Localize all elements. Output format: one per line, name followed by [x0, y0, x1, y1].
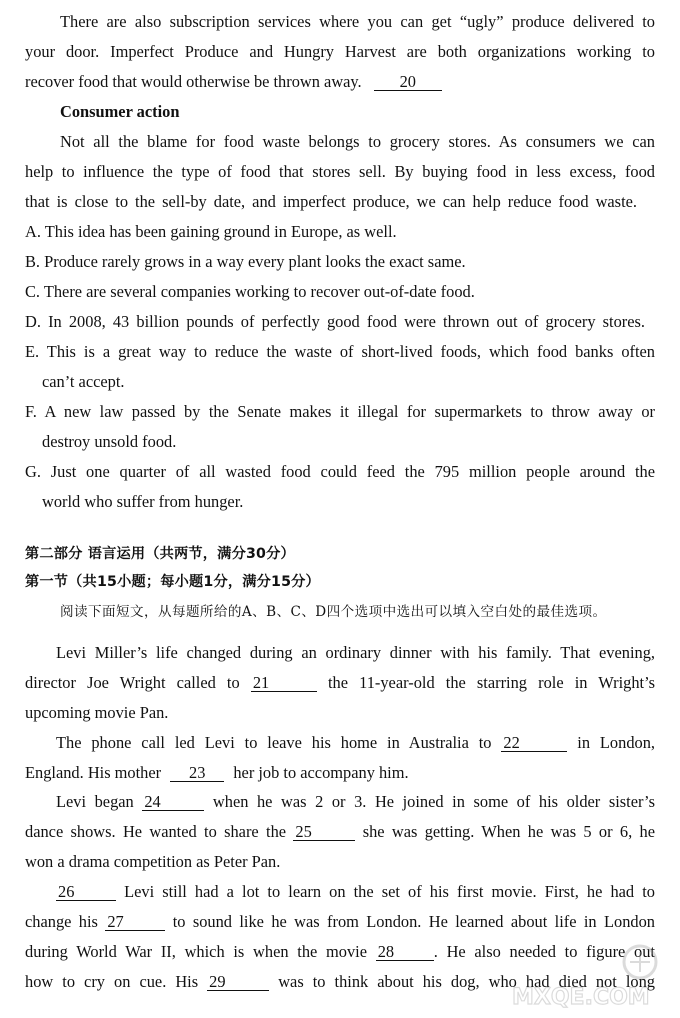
blank-25[interactable]: 25	[293, 824, 355, 841]
passage-p3-line3: won a drama competition as Peter Pan.	[25, 852, 281, 871]
para2-line3: that is close to the sell-by date, and imperfect produce, we can help reduce food waste.	[25, 192, 637, 211]
option-g-line2: world who suffer from hunger.	[42, 492, 244, 511]
passage-p4-line3	[25, 942, 655, 962]
passage-p3-line1	[56, 792, 655, 812]
passage-p4-line3-a: during World War II, which is when the movie	[25, 942, 367, 961]
passage-p3-line1-b: when he was 2 or 3. He joined in some of his older sister’s	[212, 792, 655, 811]
blank-22[interactable]: 22	[501, 735, 567, 752]
passage-p3-line2	[25, 822, 655, 842]
blank-29[interactable]: 29	[207, 974, 269, 991]
instruction-text: 阅读下面短文，从每题所给的A、B、C、D四个选项中选出可以填入空白处的最佳选项。	[60, 604, 607, 620]
watermark-text: MXQE.COM	[512, 985, 650, 1010]
option-c: C. There are several companies working to recover out-of-date food.	[25, 282, 475, 301]
para1-line2: your door. Imperfect Produce and Hungry Harvest are both organizations working to	[25, 42, 655, 61]
para1-line3	[25, 72, 655, 92]
blank-23[interactable]: 23	[170, 765, 224, 782]
para1-line1: There are also subscription services where you can get “ugly” produce delivered to	[60, 12, 655, 31]
para1-line3-text: recover food that would otherwise be thrown away.	[25, 72, 362, 91]
passage-p1-line1: Levi Miller’s life changed during an ordinary dinner with his family. That evening,	[56, 643, 655, 662]
passage-p1-line2-a: director Joe Wright called to	[25, 673, 240, 692]
blank-28[interactable]: 28	[376, 944, 434, 961]
consumer-action-heading: Consumer action	[60, 102, 180, 121]
passage-p2-line1-a: The phone call led Levi to leave his home in Australia to	[56, 733, 492, 752]
blank-27[interactable]: 27	[105, 914, 165, 931]
passage-p1-line2-b: the 11-year-old the starring role in Wright’s	[327, 673, 656, 692]
passage-p2-line2-b: her job to accompany him.	[233, 763, 409, 782]
option-g-line1: G. Just one quarter of all wasted food could feed the 795 million people around the	[25, 462, 655, 481]
para2-line2: help to influence the type of food that stores sell. By buying food in less excess, food	[25, 162, 655, 181]
part2-heading: 第二部分 语言运用（共两节，满分30分）	[25, 546, 295, 562]
blank-21[interactable]: 21	[251, 675, 317, 692]
passage-p3-line1-a: Levi began	[56, 792, 134, 811]
passage-p4-line2	[25, 912, 655, 932]
option-a: A. This idea has been gaining ground in Europe, as well.	[25, 222, 397, 241]
option-e-line1: E. This is a great way to reduce the waste of short-lived foods, which food banks often	[25, 342, 655, 361]
passage-p2-line2-a: England. His mother	[25, 763, 162, 782]
blank-20[interactable]: 20	[374, 74, 442, 91]
passage-p2-line1	[56, 733, 655, 753]
section1-heading: 第一节（共15小题；每小题1分，满分15分）	[25, 574, 320, 590]
passage-p4-line4-b: was to think about his dog, who had died not long	[278, 972, 655, 991]
passage-p4-line3-b: . He also needed to figure out	[433, 942, 655, 961]
passage-p3-line2-b: she was getting. When he was 5 or 6, he	[362, 822, 655, 841]
option-f-line2: destroy unsold food.	[42, 432, 177, 451]
passage-p4-line1	[56, 882, 655, 902]
passage-p3-line2-a: dance shows. He wanted to share the	[25, 822, 287, 841]
para2-line1: Not all the blame for food waste belongs to grocery stores. As consumers we can	[60, 132, 655, 151]
passage-p1-line2	[25, 673, 655, 693]
passage-p1-line3: upcoming movie Pan.	[25, 703, 169, 722]
passage-p2-line1-b: in London,	[577, 733, 655, 752]
option-f-line1: F. A new law passed by the Senate makes it illegal for supermarkets to throw away or	[25, 402, 655, 421]
blank-24[interactable]: 24	[142, 794, 204, 811]
passage-p2-line2	[25, 763, 655, 783]
passage-p4-line2-b: to sound like he was from London. He learned about life in London	[172, 912, 655, 931]
blank-26[interactable]: 26	[56, 884, 116, 901]
passage-p4-line4	[25, 972, 655, 992]
passage-p4-line1-b: Levi still had a lot to learn on the set of his first movie. First, he had to	[124, 882, 655, 901]
option-d: D. In 2008, 43 billion pounds of perfectly good food were thrown out of grocery stores.	[25, 312, 645, 331]
passage-p4-line4-a: how to cry on cue. His	[25, 972, 199, 991]
option-e-line2: can’t accept.	[42, 372, 125, 391]
option-b: B. Produce rarely grows in a way every plant looks the exact same.	[25, 252, 466, 271]
passage-p4-line2-a: change his	[25, 912, 98, 931]
